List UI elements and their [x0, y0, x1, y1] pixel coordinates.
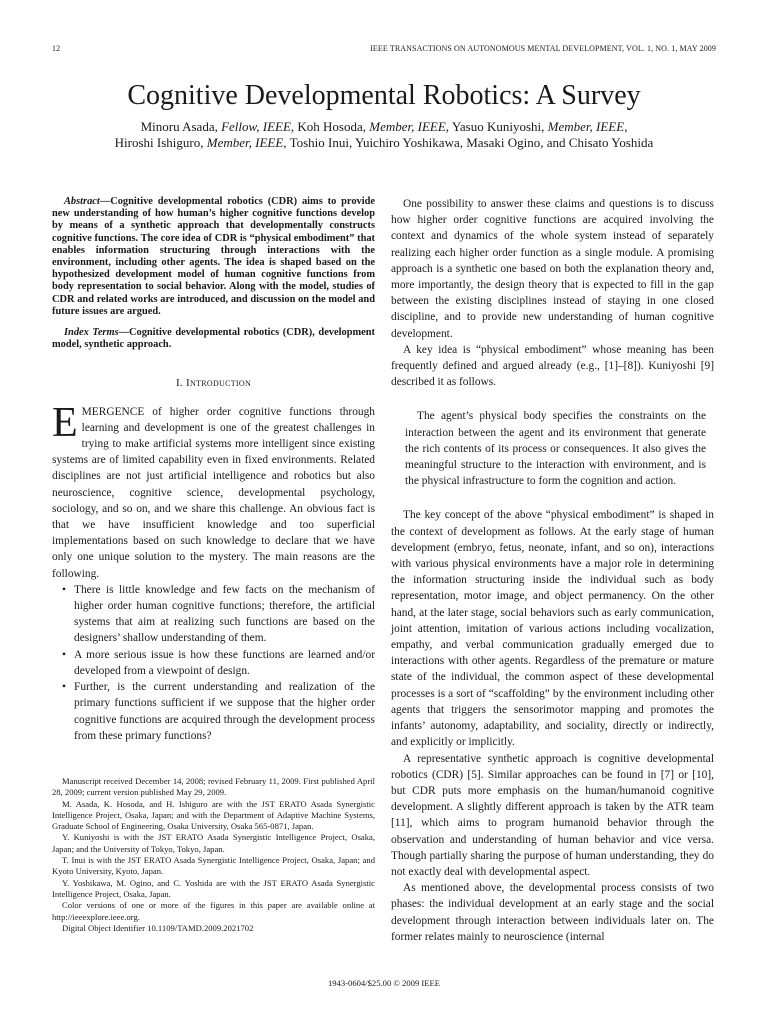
- list-item: • Further, is the current understanding and realization of the primary functions sufficient if we suppose that the higher order cognitive functions are acquired through the development process from these primary functions?: [62, 681, 375, 742]
- footnotes: [52, 776, 375, 934]
- copyright-footer: 1943-0604/$25.00 © 2009 IEEE: [327, 978, 441, 988]
- left-column: [52, 196, 375, 744]
- footnote: Manuscript received December 14, 2008; revised February 11, 2009. First published April 28, 2009; current version published May 29, 2009.: [52, 776, 375, 798]
- reasons-list: [52, 582, 375, 744]
- footnote: Y. Yoshikawa, M. Ogino, and C. Yoshida are with the JST ERATO Asada Synergistic Intelligence Project, Osaka, Japan.: [52, 877, 375, 899]
- body-paragraph: As mentioned above, the developmental process consists of two phases: the individual development at an early stage and the social development through interaction between individuals later on. The former relates mainly to neuroscience (internal: [391, 882, 714, 943]
- list-item: • There is little knowledge and few facts on the mechanism of higher order human cognitive functions; therefore, the artificial systems that aim at realizing such functions are based on the designers’ shallow understanding of them.: [62, 583, 375, 645]
- list-item: • A more serious issue is how these functions are learned and/or developed from a viewpoint of design.: [62, 648, 375, 677]
- page-number: 12: [52, 44, 61, 53]
- footnote: Color versions of one or more of the figures in this paper are available online at http://ieeexplore.ieee.org.: [52, 900, 375, 922]
- author: Yasuo Kuniyoshi, Member, IEEE,: [451, 119, 628, 134]
- author-list: [40, 119, 728, 151]
- author: Koh Hosoda, Member, IEEE,: [297, 119, 450, 134]
- author: Yuichiro Yoshikawa,: [355, 135, 463, 150]
- author: Hiroshi Ishiguro, Member, IEEE,: [114, 135, 287, 150]
- block-quote: The agent’s physical body specifies the constraints on the interaction between the agent and its environment that generate the rich contents of its process or consequences. It also gives the meaningful structure to the interaction with environment, and is the physical infrastructure to form the cognition and action.: [405, 410, 706, 488]
- section-heading: I. Introduction: [175, 377, 252, 390]
- footnote: Digital Object Identifier 10.1109/TAMD.2009.2021702: [62, 922, 254, 933]
- footnote: Y. Kuniyoshi is with the JST ERATO Asada Synergistic Intelligence Project, Osaka, Japan; and the University of Tokyo, Tokyo, Japan.: [52, 832, 375, 854]
- running-header: [52, 44, 716, 58]
- author: Chisato Yoshida: [568, 135, 654, 150]
- journal-name: IEEE TRANSACTIONS ON AUTONOMOUS MENTAL DEVELOPMENT, VOL. 1, NO. 1, MAY 2009: [370, 44, 716, 53]
- paper-title: Cognitive Developmental Robotics: A Survey: [127, 80, 641, 111]
- abstract: Abstract—Cognitive developmental robotics (CDR) aims to provide new understanding of how human’s higher cognitive functions develop by means of a synthetic approach that developmentally constructs cognitive functions. The core idea of CDR is “physical embodiment” that enables information structuring through interactions with the environment, including other agents. The idea is shaped based on the hypothesized development model of human cognitive functions from body representation to social behavior. Along with the model, studies of CDR and related works are introduced, and discussion on the model and future issues are argued.: [52, 196, 375, 317]
- author: Toshio Inui,: [289, 135, 353, 150]
- body-paragraph: A key idea is “physical embodiment” whose meaning has been frequently defined and argued already (e.g., [1]–[8]). Kuniyoshi [9] described it as follows.: [391, 343, 714, 389]
- body-paragraph: One possibility to answer these claims and questions is to discuss how higher order cognitive functions are acquired involving the context and dynamics of the whole system instead of separately realizing each higher order function as a single module. A promising approach is a synthetic one based on both the explanation theory and, more importantly, the design theory that is expected to fill in the gap between the existing disciplines instead of staying in one closed discipline, and to provide new understanding of human cognitive development.: [391, 198, 714, 340]
- footnote: T. Inui is with the JST ERATO Asada Synergistic Intelligence Project, Osaka, Japan; and Kyoto University, Kyoto, Japan.: [52, 855, 375, 877]
- body-paragraph: The key concept of the above “physical embodiment” is shaped in the context of development as follows. At the early stage of human development (embryo, fetus, neonate, infant, and so on), interactions with various physical environments have a major role in determining the information structuring inside the individual such as body representation, motor image, and object permanency. On the other hand, at the later stage, social behaviors such as early communication, joint attention, imitation of various actions including vocalization, empathy, and verbal communication gradually emerged due to interactions with other agents. Regardless of the premature or mature state of the individual, the common aspect of these developmental processes is a sort of “scaffolding” by the environment including other agents that triggers the sensorimotor mapping and promotes the infants’ autonomy, adaptability, and sociality, directly or indirectly, and explicitly or implicitly.: [391, 509, 714, 749]
- footnote: M. Asada, K. Hosoda, and H. Ishiguro are with the JST ERATO Asada Synergistic Intelligence Project, Osaka, Japan; and with the Department of Adaptive Machine Systems, Graduate School of Engineering, Osaka University, Osaka 565-0871, Japan.: [52, 798, 375, 832]
- right-column: [391, 196, 714, 945]
- index-terms: Index Terms—Cognitive developmental robotics (CDR), development model, synthetic approach.: [52, 327, 375, 351]
- intro-paragraph: EMERGENCE of higher order cognitive functions through learning and development is one of the greatest challenges in trying to make artificial systems more intelligent since existing systems are of limited capability even in fixed environments. Related disciplines are not just artificial intelligence and robotics but also neuroscience, cognitive science, developmental psychology, sociology, and so on, and we share this challenge. An obvious fact is that we have insufficient knowledge and too superficial implementations based on such knowledge to declare that we have only one unique solution to the mystery. The main reasons are the following.: [52, 399, 375, 580]
- author: Masaki Ogino, and: [466, 135, 566, 150]
- author: Minoru Asada, Fellow, IEEE,: [140, 119, 295, 134]
- body-paragraph: A representative synthetic approach is cognitive developmental robotics (CDR) [5]. Similar approaches can be found in [7] or [10], but CDR puts more emphasis on the human/humanoid cognitive development. A slightly different approach is taken by the ATR team [11], which aims to program humanoid behavior through the observation and understanding of human behavior and vice versa. Though partially sharing the purpose of human understanding, they do not exactly deal with developmental aspect.: [391, 752, 714, 878]
- drop-cap: E: [52, 399, 78, 446]
